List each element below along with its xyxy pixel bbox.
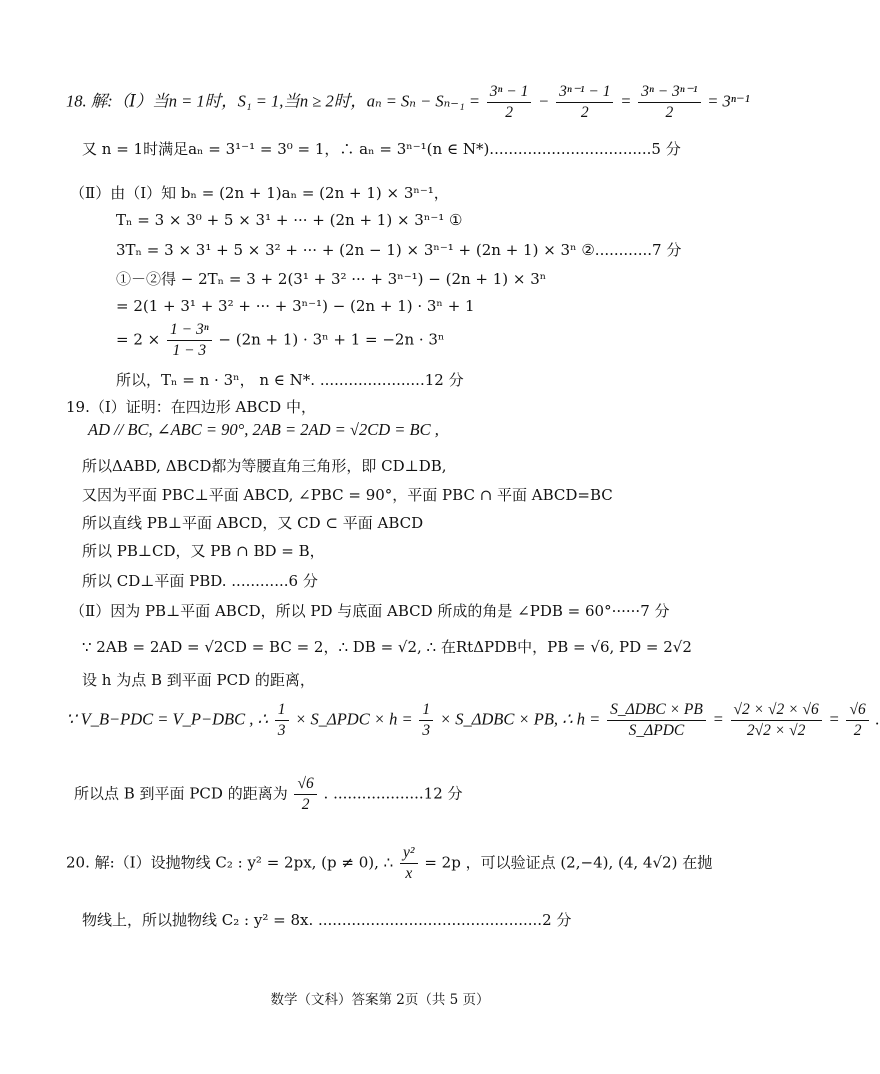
q19-l11-frac-1: $\frac{1}{3}$ (275, 700, 289, 741)
q18-line-5: 3Tₙ = 3 × 3¹ + 5 × 3² + ··· + (2n − 1) × 3ⁿ⁻¹ + (2n + 1) × 3ⁿ ②............7 分 (116, 241, 682, 259)
q18-line-8: = 2 × $\frac{\text{1 − 3ⁿ}}{1 - 3}$ − (2n + 1) · 3ⁿ + 1 = −2n · 3ⁿ (116, 321, 445, 359)
q18-line-3: （Ⅱ）由（Ⅰ）知 bₙ = (2n + 1)aₙ = (2n + 1) × 3ⁿ⁻¹， (70, 184, 449, 202)
q20-l1-frac: $\frac{\text{y²}}{x}$ (400, 843, 418, 884)
q19-line-4: 又因为平面 PBC⊥平面 ABCD, ∠PBC = 90°，平面 PBC ∩ 平面 ABCD=BC (82, 486, 613, 504)
page-footer: 数学（文科）答案第 2页（共 5 页） (270, 992, 490, 1008)
q19-line-7: 所以 CD⊥平面 PBD. ............6 分 (82, 572, 318, 590)
q18-line-7: = 2(1 + 3¹ + 3² + ··· + 3ⁿ⁻¹) − (2n + 1) · 3ⁿ + 1 (116, 297, 475, 315)
q18-l1-frac-2: $\frac{\text{3ⁿ⁻¹ − 1}}{2}$ (556, 82, 613, 123)
q19-l11-frac-4: $\frac{√2 \times √2 \times √6}{2√2 \times √2}$ (731, 700, 822, 741)
q19-line-8: （Ⅱ）因为 PB⊥平面 ABCD，所以 PD 与底面 ABCD 所成的角是 ∠PDB = 60°······7 分 (70, 602, 670, 620)
q18-line-9: 所以，Tₙ = n · 3ⁿ， n ∈ N*. ......................12 分 (116, 371, 464, 389)
q19-line-5: 所以直线 PB⊥平面 ABCD，又 CD ⊂ 平面 ABCD (82, 514, 424, 532)
q18-l1-frac-1: $\frac{\text{3ⁿ − 1}}{2}$ (487, 82, 532, 123)
q18-line-4: Tₙ = 3 × 3⁰ + 5 × 3¹ + ··· + (2n + 1) × 3ⁿ⁻¹ ① (116, 211, 463, 229)
q19-line-6: 所以 PB⊥CD，又 PB ∩ BD = B， (82, 542, 325, 560)
q19-line-11: ∵ V_B−PDC = V_P−DBC , ∴ $\frac{1}{3}$ × S_ΔPDC × h = $\frac{1}{3}$ × S_ΔDBC × PB, ∴ h = S_ΔDBC × PB S_ΔPDC = $\frac{√2 \times √2 \times √6}{2√2 \times √2}$ = $\frac{√6}{2}$ . (66, 701, 880, 739)
q18-l1-head: 18. 解:（Ⅰ）当n = 1时，S₁ = 1,当n ≥ 2时，aₙ = Sₙ − Sₙ₋₁ = (66, 91, 480, 111)
q20-line-1: 20. 解:（Ⅰ）设抛物线 C₂ : y² = 2px, (p ≠ 0), ∴ $\frac{\text{y²}}{x}$ = 2p ，可以验证点 (2,−4), (4, 4√2) 在抛 (66, 844, 713, 882)
q19-l11-frac-3: S_ΔDBC × PB S_ΔPDC (607, 700, 706, 741)
q19-line-10: 设 h 为点 B 到平面 PCD 的距离， (82, 671, 315, 689)
q19-l12-frac: $\frac{√6}{2}$ (294, 774, 316, 815)
q19-line-2: AD // BC, ∠ABC = 90°, 2AB = 2AD = √2CD = BC , (88, 420, 439, 439)
q19-line-3: 所以ΔABD, ΔBCD都为等腰直角三角形，即 CD⊥DB, (82, 457, 447, 475)
q19-l11-frac-2: $\frac{1}{3}$ (419, 700, 433, 741)
q19-line-1: 19.（Ⅰ）证明：在四边形 ABCD 中， (66, 398, 316, 416)
q19-line-9: ∵ 2AB = 2AD = √2CD = BC = 2，∴ DB = √2, ∴ 在RtΔPDB中，PB = √6, PD = 2√2 (82, 638, 692, 656)
q19-line-12: 所以点 B 到平面 PCD 的距离为 $\frac{√6}{2}$ . ...................12 分 (74, 775, 463, 813)
q18-line-1: 18. 解:（Ⅰ）当n = 1时，S₁ = 1,当n ≥ 2时，aₙ = Sₙ − Sₙ₋₁ = $\frac{\text{3ⁿ − 1}}{2}$ − $\frac{\text{3ⁿ⁻¹ − 1}}{2}$ = $\frac{\text{3ⁿ − 3ⁿ⁻¹}}{2}$ = 3ⁿ⁻¹ (66, 83, 750, 121)
q18-line-2: 又 n = 1时满足aₙ = 3¹⁻¹ = 3⁰ = 1，∴ aₙ = 3ⁿ⁻¹(n ∈ N*)..................................5 分 (82, 140, 681, 158)
q18-l8-frac: $\frac{\text{1 − 3ⁿ}}{1 - 3}$ (167, 320, 212, 361)
q18-l1-frac-3: $\frac{\text{3ⁿ − 3ⁿ⁻¹}}{2}$ (638, 82, 700, 123)
q18-line-6: ①－②得 − 2Tₙ = 3 + 2(3¹ + 3² ··· + 3ⁿ⁻¹) − (2n + 1) × 3ⁿ (116, 270, 547, 288)
q20-line-2: 物线上，所以抛物线 C₂ : y² = 8x. ...............................................2 分 (82, 911, 572, 929)
q19-l11-frac-5: $\frac{√6}{2}$ (846, 700, 868, 741)
